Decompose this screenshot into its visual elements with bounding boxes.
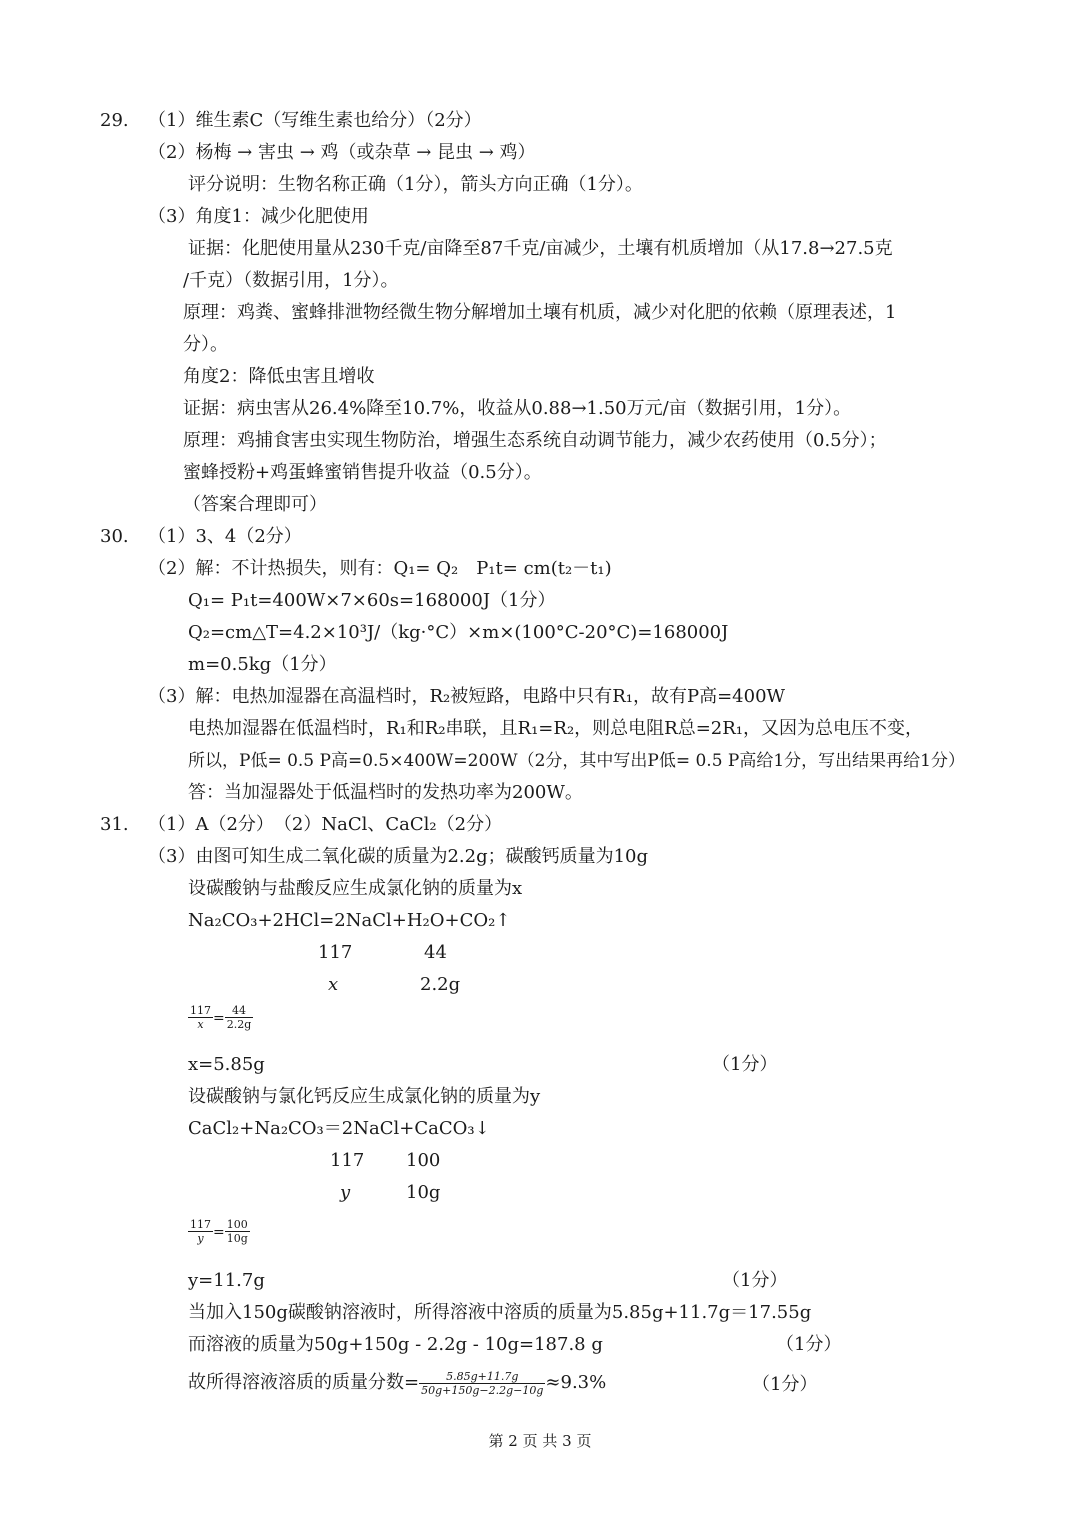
q30-number: 30. — [100, 526, 129, 547]
equation-2: CaCl₂+Na₂CO₃＝2NaCl+CaCO₃↓ — [188, 1118, 490, 1139]
equation-2-molar-b: 100 — [406, 1150, 441, 1171]
q29-part3-principle-1: 原理：鸡粪、蜜蜂排泄物经微生物分解增加土壤有机质，减少对化肥的依赖（原理表述，1 — [183, 302, 897, 323]
q29-note: （答案合理即可） — [183, 494, 327, 515]
q29-part3-principle-4: 蜜蜂授粉+鸡蛋蜂蜜销售提升收益（0.5分）。 — [183, 462, 542, 483]
result-y: y=11.7g — [188, 1270, 265, 1291]
q31-number: 31. — [100, 814, 129, 835]
result-x: x=5.85g — [188, 1054, 265, 1075]
fraction-1a: $\frac{117}{x}$ — [190, 1004, 211, 1031]
q31-part3-line1: （3）由图可知生成二氧化碳的质量为2.2g；碳酸钙质量为10g — [148, 846, 649, 867]
q29-part3-evidence-1: 证据：化肥使用量从230千克/亩降至87千克/亩减少，土壤有机质增加（从17.8→27.5克 — [188, 238, 893, 259]
page-footer: 第 2 页 共 3 页 — [488, 1432, 592, 1450]
q30-part2-line2: Q₁= P₁t=400W×7×60s=168000J（1分） — [188, 590, 556, 611]
q29-part3-principle-2: 分）。 — [183, 334, 228, 355]
equation-1-known: 2.2g — [420, 974, 461, 995]
equation-2-molar-a: 117 — [330, 1150, 365, 1171]
score-3: （1分） — [776, 1334, 842, 1355]
proportion-1: $\frac{117}{x}$ = $\frac{44}{2.2g}$ — [190, 1004, 252, 1031]
q31-part3-line4: 当加入150g碳酸钠溶液时，所得溶液中溶质的质量为5.85g+11.7g＝17.55g — [188, 1302, 812, 1323]
q30-part3-line2: 电热加湿器在低温档时，R₁和R₂串联，且R₁=R₂，则总电阻R总=2R₁，又因为总电压不变， — [188, 718, 924, 739]
fraction-1b: $\frac{44}{2.2g}$ — [226, 1004, 252, 1031]
q30-part1: （1）3、4（2分） — [148, 526, 302, 547]
equation-1-molar-b: 44 — [424, 942, 447, 963]
fraction-2b: $\frac{100}{10g}$ — [226, 1218, 248, 1245]
score-2: （1分） — [722, 1270, 788, 1291]
q30-part3-answer: 答：当加湿器处于低温档时的发热功率为200W。 — [188, 782, 583, 803]
q30-part3-line3: 所以，P低= 0.5 P高=0.5×400W=200W（2分，其中写出P低= 0.5 P高给1分，写出结果再给1分） — [188, 751, 965, 771]
equation-2-known: 10g — [406, 1182, 441, 1203]
q29-part1: （1）维生素C（写维生素也给分）（2分） — [148, 110, 482, 131]
score-4: （1分） — [752, 1374, 818, 1395]
q31-part3-line2: 设碳酸钠与盐酸反应生成氯化钠的质量为x — [188, 878, 523, 899]
q29-part3-evidence-2: /千克）（数据引用，1分）。 — [183, 270, 399, 291]
score-1: （1分） — [712, 1054, 778, 1075]
q31-final-line: 故所得溶液溶质的质量分数= $\frac{5.85g+11.7g}{50g+150g-2.2g-10g}$ ≈9.3% — [188, 1369, 607, 1397]
equation-1-molar-a: 117 — [318, 942, 353, 963]
fraction-final: $\frac{5.85g+11.7g}{50g+150g-2.2g-10g}$ — [421, 1369, 544, 1397]
q30-part2-line1: （2）解：不计热损失，则有：Q₁= Q₂ P₁t= cm(t₂－t₁) — [148, 558, 612, 579]
q31-part3-line5: 而溶液的质量为50g+150g - 2.2g - 10g=187.8 g — [188, 1334, 603, 1355]
q30-part2-line4: m=0.5kg（1分） — [188, 654, 337, 675]
equation-2-unknown: y — [340, 1182, 351, 1203]
q29-number: 29. — [100, 110, 129, 131]
equation-1: Na₂CO₃+2HCl=2NaCl+H₂O+CO₂↑ — [188, 910, 511, 931]
q29-part2-note: 评分说明：生物名称正确（1分），箭头方向正确（1分）。 — [188, 174, 643, 195]
equation-1-unknown: x — [328, 974, 339, 995]
fraction-2a: $\frac{117}{y}$ — [190, 1218, 211, 1245]
q29-part3-evidence-3: 证据：病虫害从26.4%降至10.7%，收益从0.88→1.50万元/亩（数据引用，1分）。 — [183, 398, 852, 419]
q29-part2: （2）杨梅 → 害虫 → 鸡（或杂草 → 昆虫 → 鸡） — [148, 142, 536, 163]
q30-part2-line3: Q₂=cm△T=4.2×10³J/（kg·°C）×m×(100°C-20°C)=168000J — [188, 622, 729, 643]
q29-part3-principle-3: 原理：鸡捕食害虫实现生物防治，增强生态系统自动调节能力，减少农药使用（0.5分）； — [183, 430, 887, 451]
q29-part3-angle2: 角度2：降低虫害且增收 — [183, 366, 375, 387]
q29-part3-title: （3）角度1：减少化肥使用 — [148, 206, 369, 227]
q30-part3-line1: （3）解：电热加湿器在高温档时，R₂被短路，电路中只有R₁，故有P高=400W — [148, 686, 786, 707]
q31-part1-2: （1）A（2分） （2）NaCl、CaCl₂（2分） — [148, 814, 503, 835]
q31-part3-line3: 设碳酸钠与氯化钙反应生成氯化钠的质量为y — [188, 1086, 541, 1107]
proportion-2: $\frac{117}{y}$ = $\frac{100}{10g}$ — [190, 1218, 248, 1245]
